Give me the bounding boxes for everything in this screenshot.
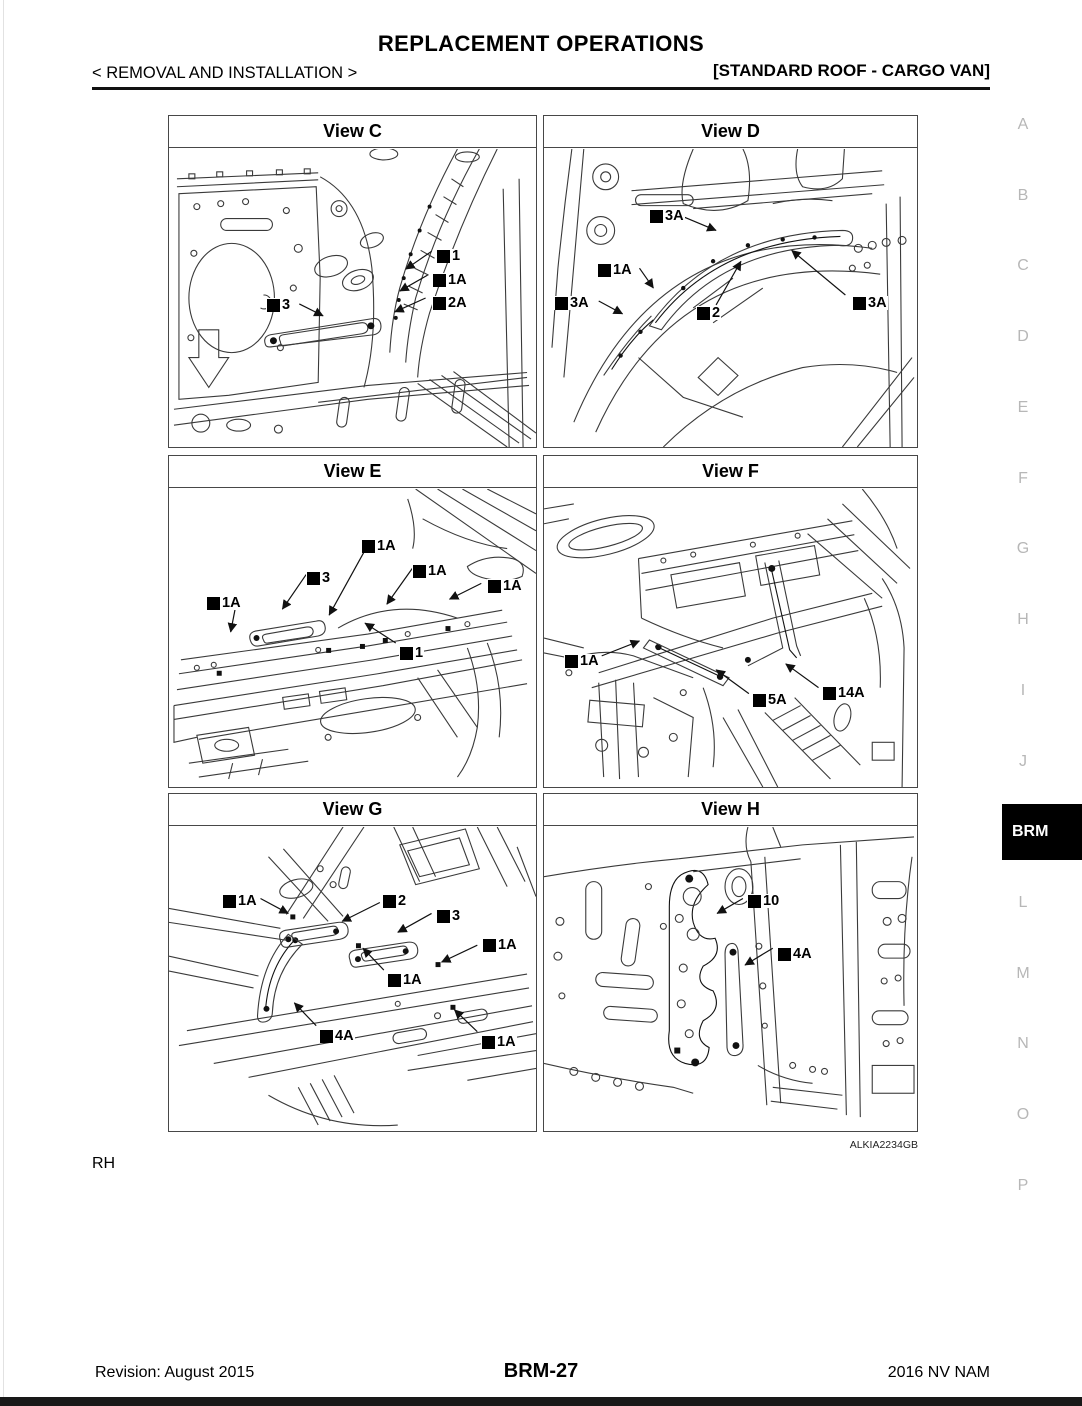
callout-1a: 1A <box>487 579 523 593</box>
black-square-marker <box>437 250 450 263</box>
sidebar <box>990 0 1082 1406</box>
callout-1: 1 <box>436 249 461 263</box>
callout-14a: 14A <box>822 686 866 700</box>
black-square-marker <box>748 895 761 908</box>
panel-view-h <box>543 793 918 1132</box>
sidebar-tab-d[interactable]: D <box>1017 328 1029 346</box>
panel-title: View C <box>169 116 536 148</box>
black-square-marker <box>853 297 866 310</box>
callout-3: 3 <box>306 571 331 585</box>
black-square-marker <box>433 274 446 287</box>
black-square-marker <box>307 572 320 585</box>
page-edge-line <box>3 0 4 1406</box>
sidebar-tab-c[interactable]: C <box>1017 257 1029 275</box>
footer-page-number: BRM-27 <box>503 1360 579 1382</box>
sidebar-tab-m[interactable]: M <box>1016 964 1030 982</box>
callout-5a: 5A <box>752 693 788 707</box>
callout-1a: 1A <box>206 596 242 610</box>
black-square-marker <box>207 597 220 610</box>
callout-1a: 1A <box>481 1035 517 1049</box>
sidebar-tab-current[interactable]: BRM <box>1002 804 1082 860</box>
callout-3: 3 <box>436 909 461 923</box>
callout-10: 10 <box>747 894 780 908</box>
view-e-drawing <box>169 489 536 787</box>
sidebar-tab-n[interactable]: N <box>1017 1035 1029 1053</box>
footer-model: 2016 NV NAM <box>887 1364 990 1381</box>
callout-1a: 1A <box>222 894 258 908</box>
panel-title: View D <box>544 116 917 148</box>
sidebar-tab-i[interactable]: I <box>1020 681 1026 699</box>
view-g-drawing <box>169 827 536 1131</box>
panel-view-c <box>168 115 537 448</box>
sidebar-tab-a[interactable]: A <box>1017 116 1029 133</box>
callout-1a: 1A <box>361 539 397 553</box>
black-square-marker <box>388 974 401 987</box>
sidebar-tab-g[interactable]: G <box>1016 540 1030 558</box>
black-square-marker <box>650 210 663 223</box>
figure-code: ALKIA2234GB <box>849 1139 918 1151</box>
black-square-marker <box>383 895 396 908</box>
black-square-marker <box>598 264 611 277</box>
callout-4a: 4A <box>319 1029 355 1043</box>
footer-bar <box>0 1397 1082 1406</box>
callout-1a: 1A <box>432 273 468 287</box>
black-square-marker <box>823 687 836 700</box>
black-square-marker <box>753 694 766 707</box>
callout-2: 2 <box>382 894 407 908</box>
black-square-marker <box>400 647 413 660</box>
sidebar-tab-l[interactable]: L <box>1018 894 1028 912</box>
black-square-marker <box>482 1036 495 1049</box>
sidebar-tab-j[interactable]: J <box>1019 752 1027 770</box>
view-f-drawing <box>544 489 917 787</box>
sidebar-tab-e[interactable]: E <box>1017 398 1029 416</box>
black-square-marker <box>320 1030 333 1043</box>
sidebar-tab-o[interactable]: O <box>1016 1106 1030 1124</box>
panel-view-d <box>543 115 918 448</box>
callout-1a: 1A <box>387 973 423 987</box>
panel-view-f <box>543 455 918 788</box>
black-square-marker <box>433 297 446 310</box>
callout-3a: 3A <box>649 209 685 223</box>
panel-title: View E <box>169 456 536 488</box>
black-square-marker <box>437 910 450 923</box>
callout-1a: 1A <box>412 564 448 578</box>
sidebar-tab-h[interactable]: H <box>1017 611 1029 629</box>
black-square-marker <box>778 948 791 961</box>
callout-2: 2 <box>696 306 721 320</box>
view-h-drawing <box>544 827 917 1131</box>
callout-4a: 4A <box>777 947 813 961</box>
footer-revision: Revision: August 2015 <box>95 1364 255 1381</box>
breadcrumb-removal-installation: < REMOVAL AND INSTALLATION > <box>92 64 358 82</box>
panel-title: View H <box>544 794 917 826</box>
sidebar-tab-b[interactable]: B <box>1017 186 1029 204</box>
callout-1a: 1A <box>482 938 518 952</box>
section-variant-label: [STANDARD ROOF - CARGO VAN] <box>712 61 990 80</box>
callout-3: 3 <box>266 298 291 312</box>
panel-view-e <box>168 455 537 788</box>
callout-3a: 3A <box>852 296 888 310</box>
sidebar-tab-f[interactable]: F <box>1018 469 1028 487</box>
callout-1a: 1A <box>597 263 633 277</box>
callout-1a: 1A <box>564 654 600 668</box>
black-square-marker <box>555 297 568 310</box>
page-title: REPLACEMENT OPERATIONS <box>377 31 705 56</box>
side-label-rh: RH <box>92 1155 116 1172</box>
panel-view-g <box>168 793 537 1132</box>
panel-title: View G <box>169 794 536 826</box>
black-square-marker <box>267 299 280 312</box>
black-square-marker <box>483 939 496 952</box>
black-square-marker <box>697 307 710 320</box>
callout-2a: 2A <box>432 296 468 310</box>
panel-title: View F <box>544 456 917 488</box>
black-square-marker <box>362 540 375 553</box>
callout-3a: 3A <box>554 296 590 310</box>
black-square-marker <box>488 580 501 593</box>
header-rule <box>92 87 990 90</box>
black-square-marker <box>223 895 236 908</box>
callout-1: 1 <box>399 646 424 660</box>
sidebar-tab-p[interactable]: P <box>1017 1176 1029 1194</box>
view-c-drawing <box>169 149 536 447</box>
black-square-marker <box>413 565 426 578</box>
black-square-marker <box>565 655 578 668</box>
